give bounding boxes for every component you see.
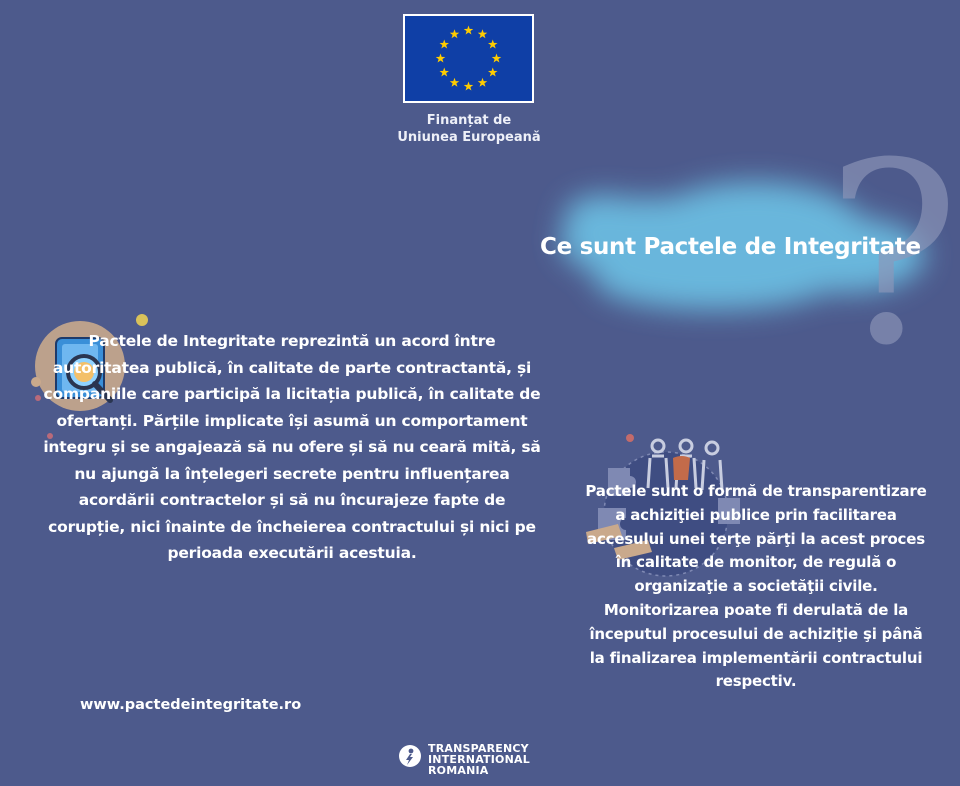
ti-logo-text bbox=[428, 743, 530, 776]
eu-star-icon bbox=[492, 54, 502, 63]
website-link[interactable]: www.pactedeintegritate.ro bbox=[80, 697, 302, 713]
eu-star-icon bbox=[440, 68, 450, 77]
eu-star-icon bbox=[464, 26, 474, 35]
eu-star-icon bbox=[478, 29, 488, 38]
question-mark-icon: ? bbox=[826, 109, 960, 400]
ti-logo bbox=[398, 742, 548, 782]
ti-line3: ROMANIA bbox=[428, 764, 489, 777]
ti-line2: INTERNATIONAL bbox=[428, 753, 530, 766]
page-title: Ce sunt Pactele de Integritate bbox=[540, 234, 921, 260]
ti-logo-icon bbox=[398, 744, 422, 768]
eu-funding-caption bbox=[380, 112, 558, 146]
left-paragraph: Pactele de Integritate reprezintă un acord între autoritatea publică, în calitate de parte contractantă, și companiile care participă la licitația publică, în calitate de ofertanți. Părțile implicate își asumă un comportament integru și se angajează să nu ofere și să nu ceară mită, să nu ajungă la înțelegeri secrete pentru influențarea acordării contractelor și să nu încurajeze fapte de corupție, nici înainte de încheierea contractului și nici pe perioada executării acestuia. bbox=[43, 332, 541, 562]
eu-star-icon bbox=[440, 40, 450, 49]
eu-star-icon bbox=[478, 78, 488, 87]
eu-star-icon bbox=[488, 68, 498, 77]
eu-caption-line1: Finanțat de bbox=[426, 113, 512, 128]
right-paragraph: Pactele sunt o formă de transparentizare a achiziţiei publice prin facilitarea accesului unei terţe părţi la acest proces în calitate de monitor, de regulă o organizaţie a societăţii civile. Monitorizarea poate fi derulată de la începutul procesului de achiziţie şi până la finalizarea implementării contractului respectiv. bbox=[585, 482, 927, 691]
eu-star-icon bbox=[436, 54, 446, 63]
eu-star-icon bbox=[464, 82, 474, 91]
eu-star-icon bbox=[488, 40, 498, 49]
eu-flag-icon bbox=[403, 14, 534, 103]
eu-caption-line2: Uniunea Europeană bbox=[397, 130, 541, 145]
eu-star-icon bbox=[450, 29, 460, 38]
ti-line1: TRANSPARENCY bbox=[428, 742, 529, 755]
eu-star-icon bbox=[450, 78, 460, 87]
